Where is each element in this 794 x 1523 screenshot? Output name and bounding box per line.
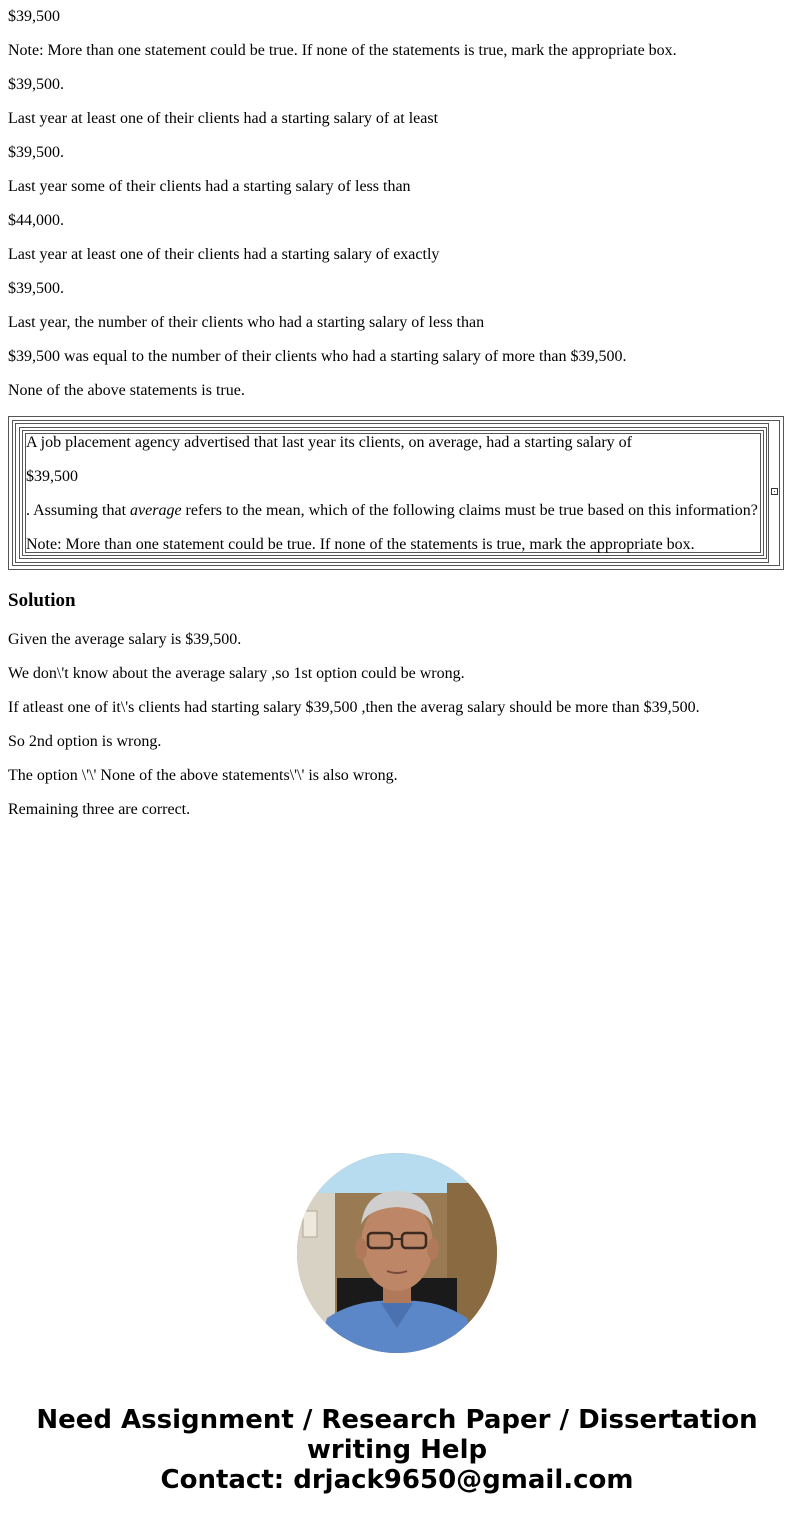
preview-line: $39,500. — [8, 144, 64, 161]
preview-line: $44,000. — [8, 212, 64, 229]
solution-line: The option \'\' None of the above statements\'\' is also wrong. — [8, 767, 398, 784]
question-line-1: A job placement agency advertised that last year its clients, on average, had a starting salary of — [26, 434, 632, 451]
question-emphasis: average — [130, 502, 182, 519]
question-line-3-suffix: refers to the mean, which of the following claims must be true based on this information? — [181, 502, 758, 519]
avatar-portrait-icon — [297, 1153, 497, 1353]
preview-line: Last year, the number of their clients who had a starting salary of less than — [8, 314, 485, 331]
solution-line: Remaining three are correct. — [8, 801, 191, 818]
question-table — [8, 416, 784, 570]
solution-line: Given the average salary is $39,500. — [8, 631, 242, 648]
solution-line: If atleast one of it\'s clients had starting salary $39,500 ,then the averag salary should be more than $39,500. — [8, 699, 700, 716]
question-line-2: $39,500 — [26, 468, 78, 485]
question-line-3 — [26, 502, 758, 520]
promo-banner — [0, 1405, 794, 1495]
solution-line: We don\'t know about the average salary ,so 1st option could be wrong. — [8, 665, 465, 682]
preview-line: Last year at least one of their clients had a starting salary of at least — [8, 110, 439, 127]
preview-line: $39,500 was equal to the number of their clients who had a starting salary of more than $39,500. — [8, 348, 627, 365]
preview-line: Note: More than one statement could be true. If none of the statements is true, mark the appropriate box. — [8, 42, 677, 59]
promo-line-2: writing Help — [306, 1435, 488, 1465]
expand-toggle-icon[interactable] — [771, 488, 778, 495]
solution-line: So 2nd option is wrong. — [8, 733, 162, 750]
preview-line: $39,500. — [8, 76, 64, 93]
preview-line: $39,500 — [8, 8, 60, 25]
promo-contact: Contact: drjack9650@gmail.com — [160, 1465, 634, 1495]
author-avatar — [297, 1153, 497, 1353]
preview-line: None of the above statements is true. — [8, 382, 245, 399]
solution-heading: Solution — [8, 590, 76, 611]
preview-line: $39,500. — [8, 280, 64, 297]
question-line-4: Note: More than one statement could be true. If none of the statements is true, mark the appropriate box. — [26, 536, 695, 553]
preview-line: Last year some of their clients had a starting salary of less than — [8, 178, 411, 195]
question-line-3-prefix: . Assuming that — [26, 502, 131, 519]
preview-line: Last year at least one of their clients had a starting salary of exactly — [8, 246, 440, 263]
promo-line-1: Need Assignment / Research Paper / Dissertation — [36, 1405, 758, 1435]
